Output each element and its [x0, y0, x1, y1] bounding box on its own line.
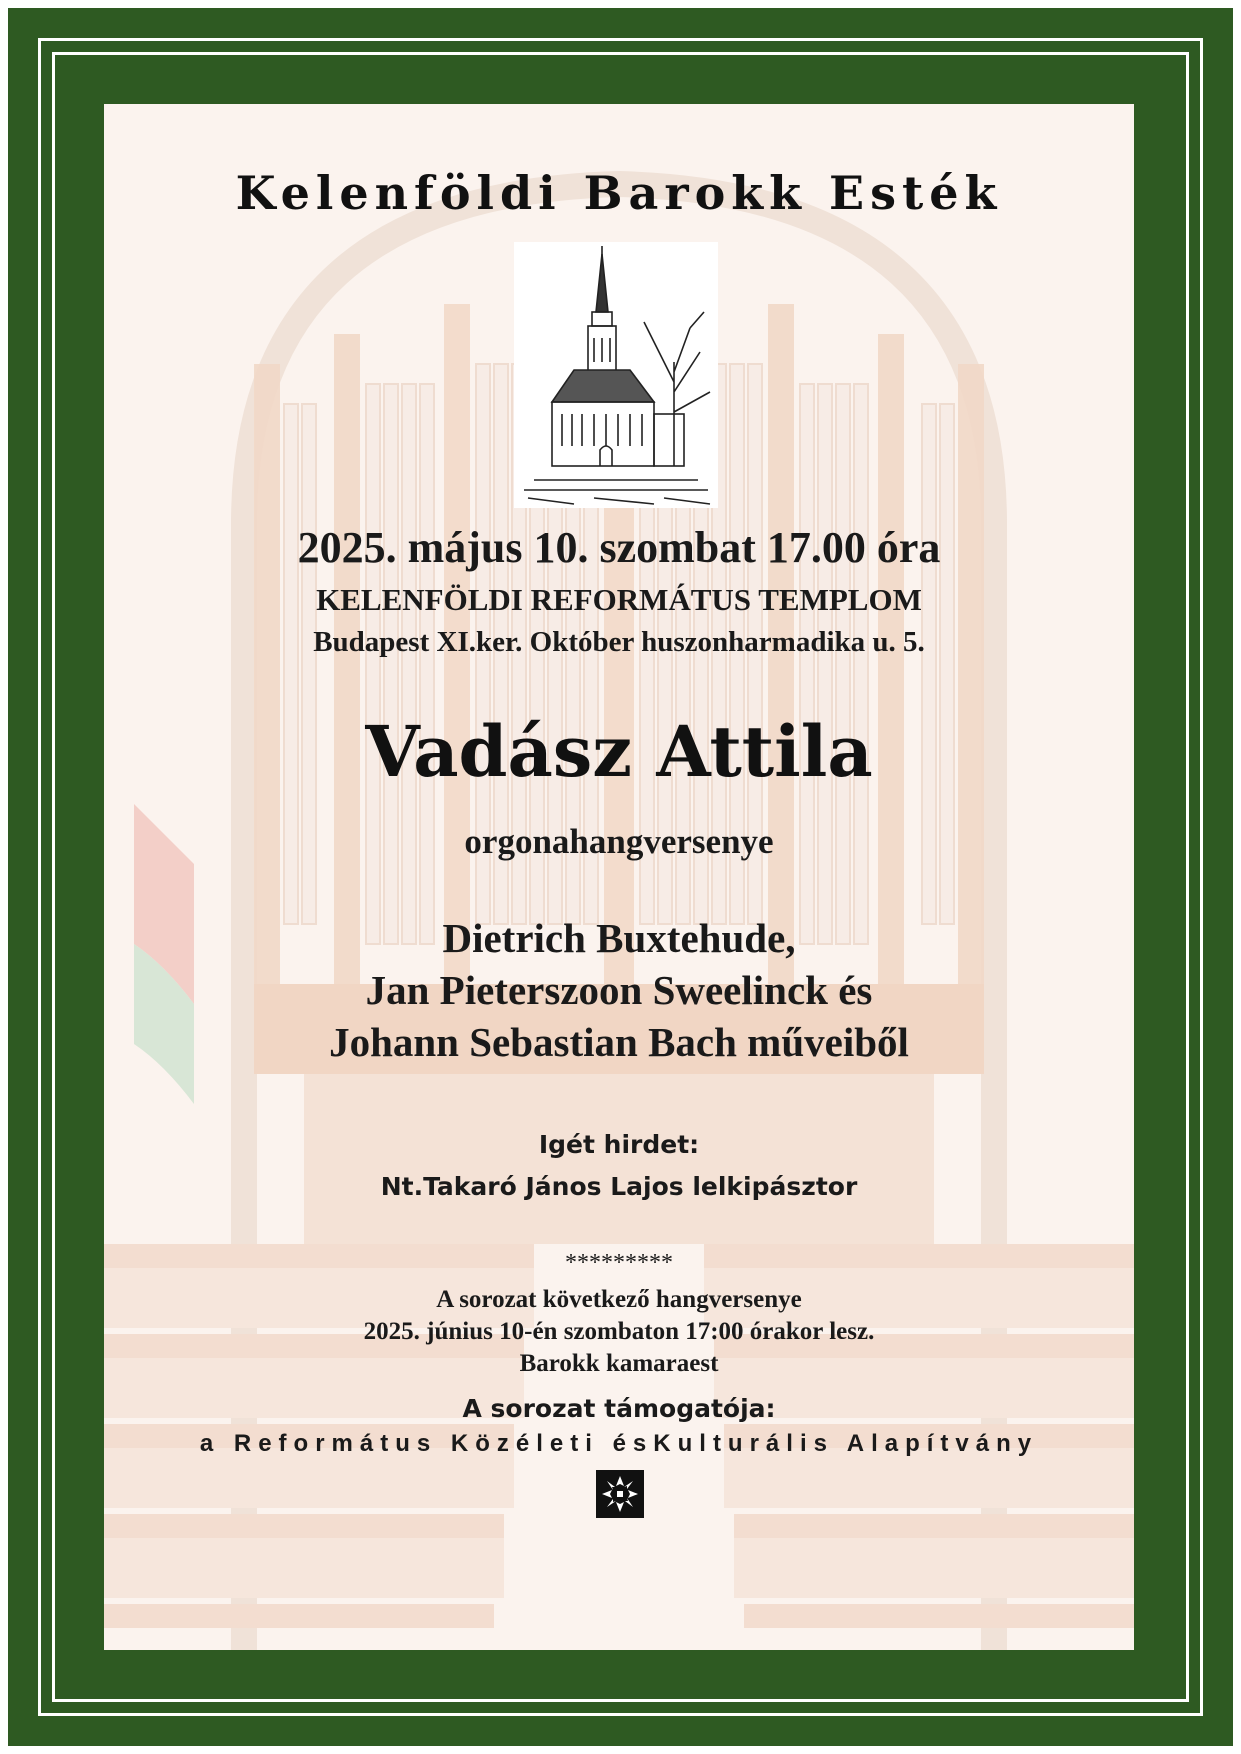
separator: ********* — [565, 1250, 673, 1276]
next-concert-line-3: Barokk kamaraest — [519, 1350, 719, 1377]
program-line-3: Johann Sebastian Bach műveiből — [329, 1019, 909, 1065]
sponsor-label: A sorozat támogatója: — [462, 1394, 776, 1423]
program-composers — [104, 912, 1134, 1068]
program-line-2: Jan Pieterszoon Sweelinck és — [365, 967, 873, 1013]
next-concert-line-1: A sorozat következő hangversenye — [436, 1286, 802, 1313]
poster — [104, 104, 1134, 1650]
foundation-logo-icon — [596, 1470, 644, 1518]
sponsor-name: a Református Közéleti ésKulturális Alapítvány — [199, 1430, 1039, 1457]
event-date: 2025. május 10. szombat 17.00 óra — [297, 523, 941, 572]
sermon-label: Igét hirdet: — [538, 1130, 700, 1159]
event-address: Budapest XI.ker. Október huszonharmadika u. 5. — [313, 626, 925, 658]
poster-content — [104, 104, 1134, 1650]
next-concert-line-2: 2025. június 10-én szombaton 17:00 órakor lesz. — [363, 1318, 875, 1345]
church-drawing-icon — [514, 242, 718, 508]
program-line-1: Dietrich Buxtehude, — [442, 915, 796, 961]
sermon-preacher: Nt.Takaró János Lajos lelkipásztor — [380, 1172, 858, 1201]
performer-subtitle: orgonahangversenye — [464, 822, 774, 861]
performer-name: Vadász Attila — [365, 710, 873, 793]
series-title: Kelenföldi Barokk Esték — [235, 166, 1003, 220]
event-venue: KELENFÖLDI REFORMÁTUS TEMPLOM — [316, 582, 922, 617]
